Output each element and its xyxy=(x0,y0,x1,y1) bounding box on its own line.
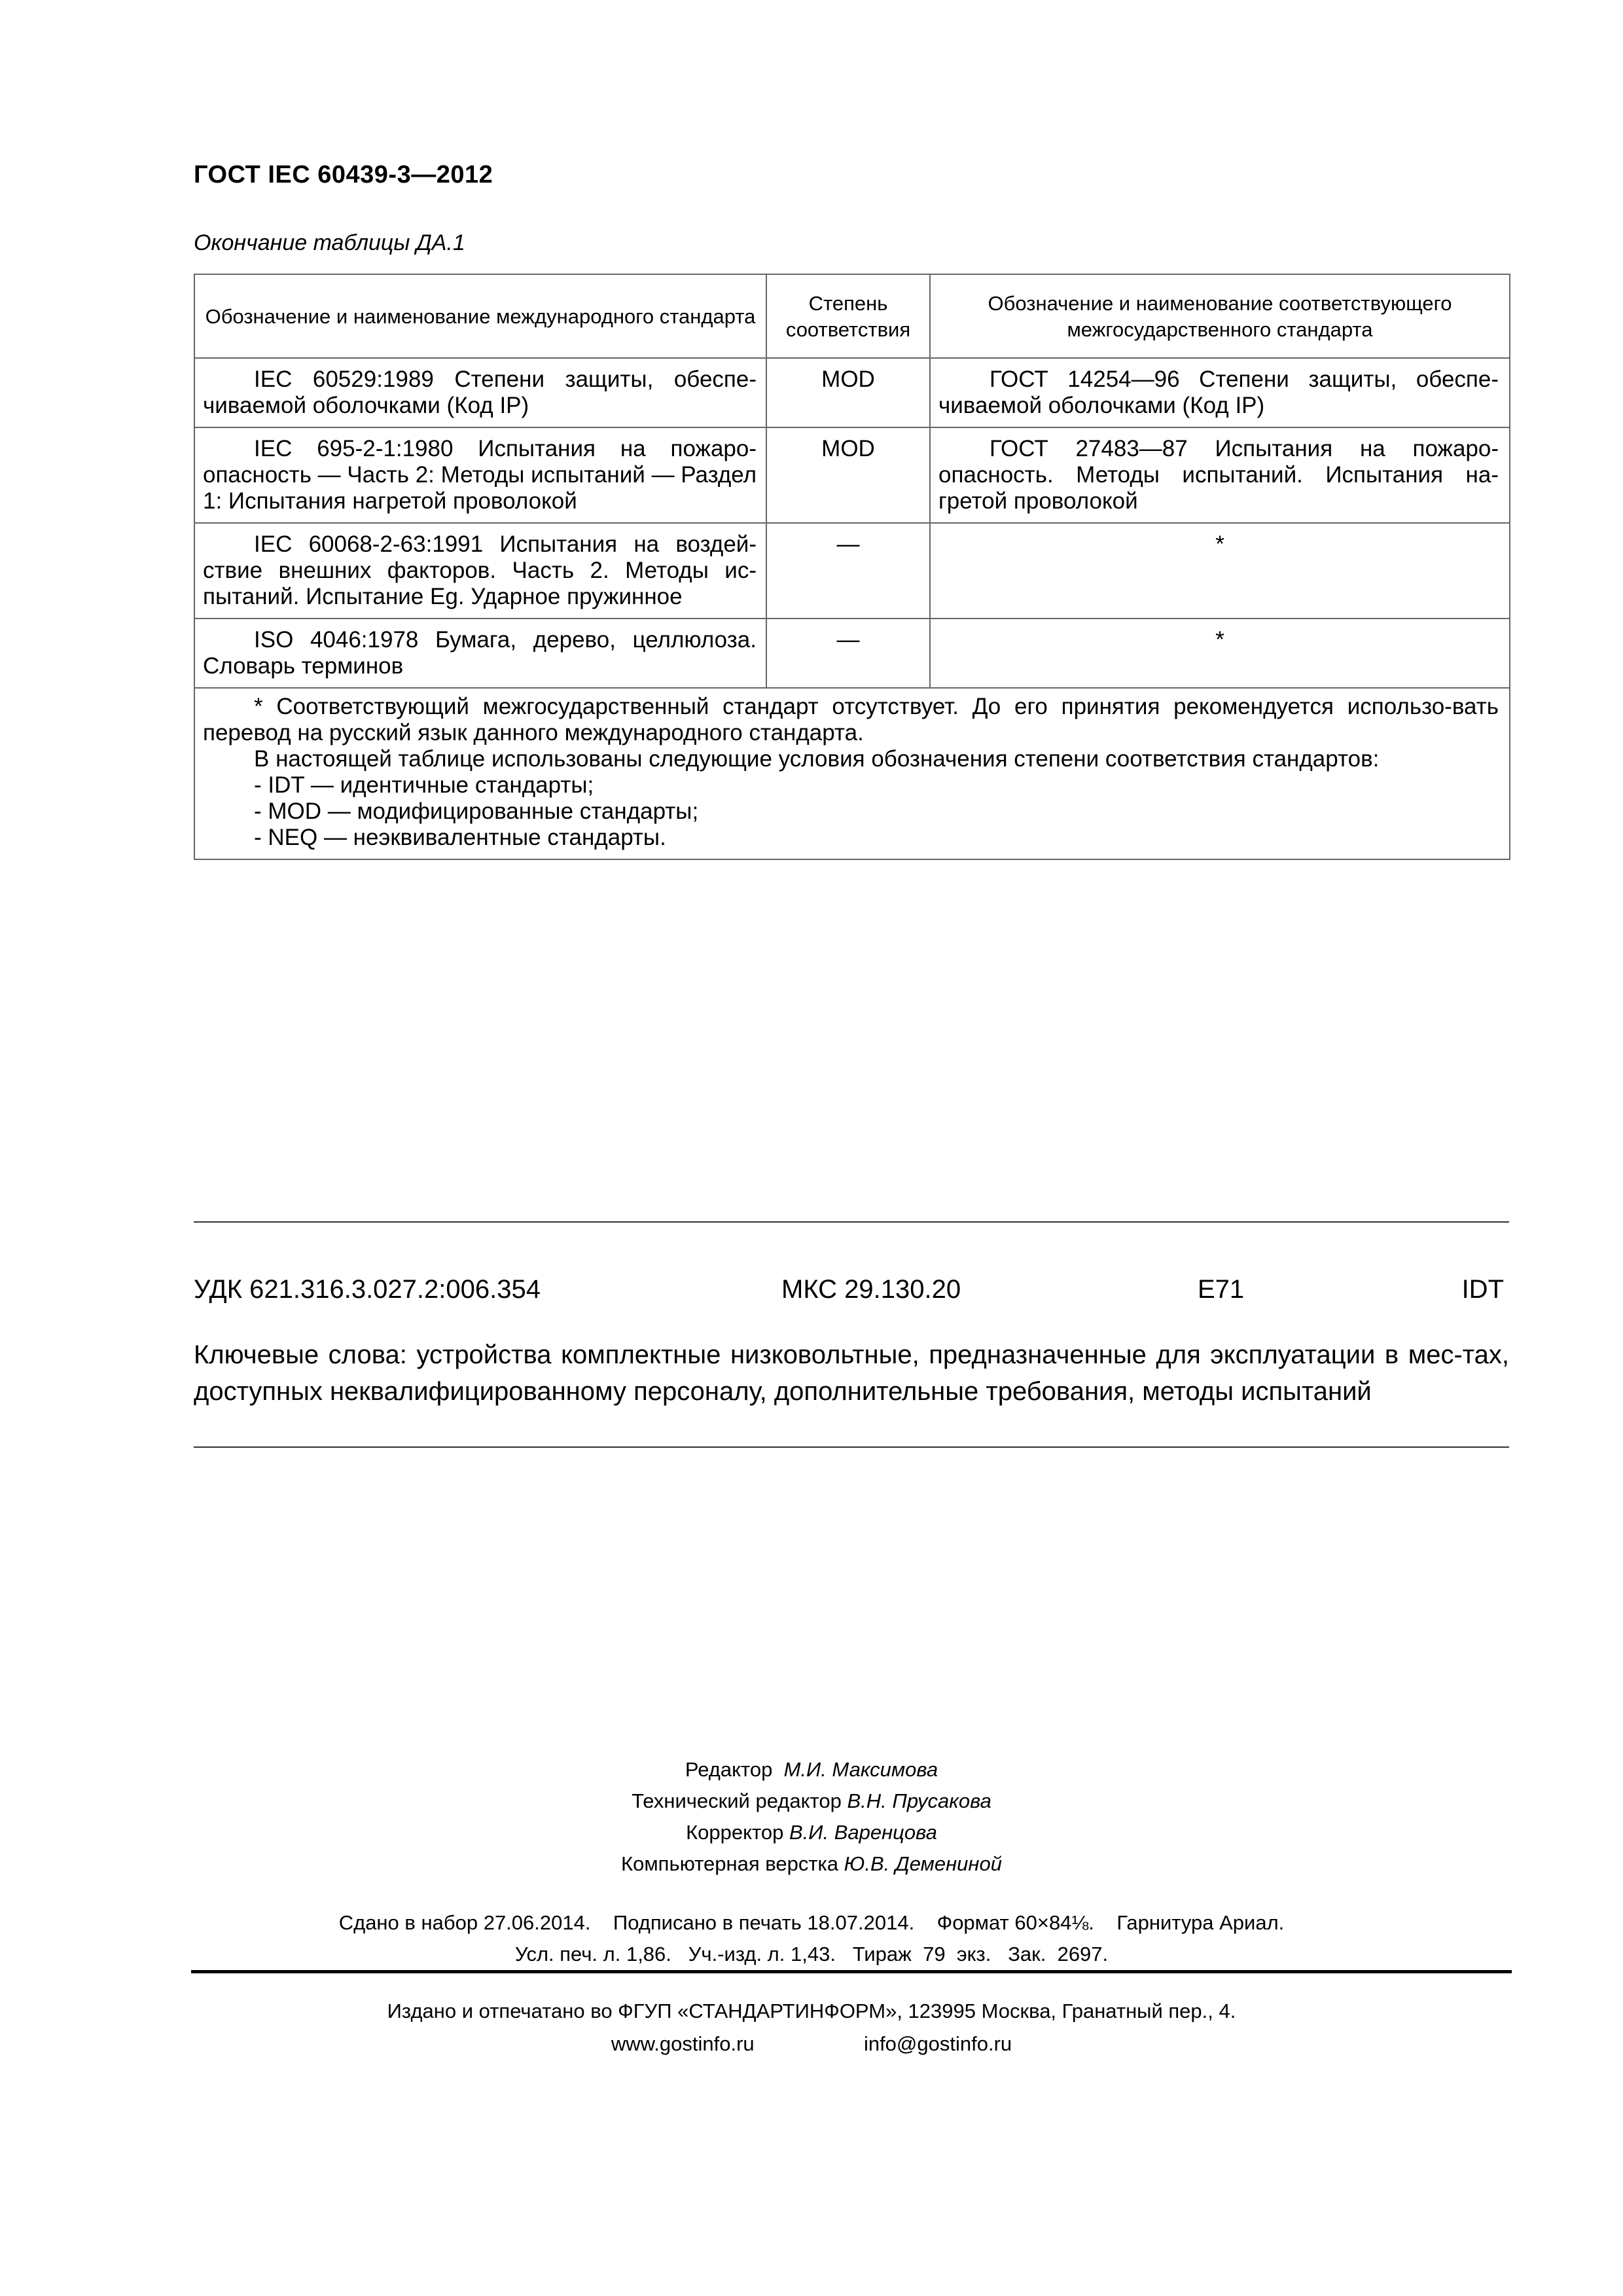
credit-role: Технический редактор xyxy=(632,1789,842,1812)
classification-code: E71 xyxy=(1198,1275,1245,1304)
interstate-standard-cell: * xyxy=(930,523,1510,619)
credit-role: Корректор xyxy=(686,1821,784,1844)
mks-code: МКС 29.130.20 xyxy=(781,1275,961,1304)
international-standard-cell: ISO 4046:1978 Бумага, дерево, целлюлоза. Словарь терминов xyxy=(194,619,766,688)
international-standard-cell: IEC 60068-2-63:1991 Испытания на воздей-ствие внешних факторов. Часть 2. Методы ис-пытаний. Испытание Eg. Ударное пружинное xyxy=(194,523,766,619)
table-row xyxy=(194,427,1510,523)
credit-role: Редактор xyxy=(685,1758,773,1781)
header-interstate-standard: Обозначение и наименование соответствующего межгосударственного стандарта xyxy=(930,274,1510,358)
degree-cell: — xyxy=(766,523,930,619)
credit-role: Компьютерная верстка xyxy=(621,1852,839,1875)
international-standard-cell: IEC 60529:1989 Степени защиты, обеспе-чиваемой оболочками (Код IP) xyxy=(194,358,766,427)
condition-item: - MOD — модифицированные стандарты; xyxy=(254,798,699,824)
print-info-line-2: Усл. печ. л. 1,86. Уч.-изд. л. 1,43. Тираж 79 экз. Зак. 2697. xyxy=(514,1943,1109,1965)
interstate-standard-cell: * xyxy=(930,619,1510,688)
header-degree-of-correspondence: Степень соответствия xyxy=(766,274,930,358)
publisher-contacts xyxy=(0,2028,1623,2060)
divider-thick xyxy=(191,1970,1512,1973)
credit-name: Ю.В. Демениной xyxy=(844,1852,1002,1875)
table-row xyxy=(194,619,1510,688)
degree-cell: — xyxy=(766,619,930,688)
classification-row xyxy=(194,1275,1509,1309)
credit-line xyxy=(0,1848,1623,1880)
interstate-standard-cell: ГОСТ 14254—96 Степени защиты, обеспе-чиваемой оболочками (Код IP) xyxy=(930,358,1510,427)
print-info xyxy=(0,1907,1623,1970)
keywords: Ключевые слова: устройства комплектные низковольтные, предназначенные для эксплуатации в мес-тах, доступных неквалифицированному персоналу, дополнительные требования, методы испытаний xyxy=(194,1340,1509,1406)
standards-table xyxy=(194,274,1510,860)
credits xyxy=(0,1754,1623,1880)
international-standard-cell: IEC 695-2-1:1980 Испытания на пожаро-опасность — Часть 2: Методы испытаний — Раздел 1: Испытания нагретой проволокой xyxy=(194,427,766,523)
credit-line xyxy=(0,1754,1623,1785)
publisher xyxy=(0,1995,1623,2060)
table-notes xyxy=(194,688,1510,859)
header-international-standard: Обозначение и наименование международного стандарта xyxy=(194,274,766,358)
table-notes-row xyxy=(194,688,1510,859)
credit-name: М.И. Максимова xyxy=(783,1758,938,1781)
footnote-text: * Соответствующий межгосударственный стандарт отсутствует. До его принятия рекомендуется использо-вать перевод на русский язык данного международного стандарта. xyxy=(203,694,1499,745)
publisher-line: Издано и отпечатано во ФГУП «СТАНДАРТИНФОРМ», 123995 Москва, Гранатный пер., 4. xyxy=(387,2000,1236,2022)
credit-line xyxy=(0,1785,1623,1817)
condition-item: - NEQ — неэквивалентные стандарты. xyxy=(254,825,666,850)
udk-code: УДК 621.316.3.027.2:006.354 xyxy=(194,1275,541,1304)
condition-item: - IDT — идентичные стандарты; xyxy=(254,772,594,798)
credit-line xyxy=(0,1817,1623,1848)
table-row xyxy=(194,358,1510,427)
website-link[interactable]: www.gostinfo.ru xyxy=(611,2032,755,2055)
divider-bottom xyxy=(194,1446,1509,1448)
credit-name: В.Н. Прусакова xyxy=(847,1789,991,1812)
table-caption: Окончание таблицы ДА.1 xyxy=(194,230,465,255)
divider-top xyxy=(194,1221,1509,1223)
credit-name: В.И. Варенцова xyxy=(789,1821,937,1844)
table-header-row xyxy=(194,274,1510,358)
interstate-standard-cell: ГОСТ 27483—87 Испытания на пожаро-опасность. Методы испытаний. Испытания на-гретой проволокой xyxy=(930,427,1510,523)
page-header: ГОСТ IEC 60439-3—2012 xyxy=(194,161,493,188)
table-row xyxy=(194,523,1510,619)
email-link[interactable]: info@gostinfo.ru xyxy=(863,2032,1012,2055)
print-info-line-1: Сдано в набор 27.06.2014. Подписано в печать 18.07.2014. Формат 60×84⅛. Гарнитура Ариал. xyxy=(338,1911,1285,1934)
correspondence-degree: IDT xyxy=(1461,1275,1504,1304)
conditions-text: В настоящей таблице использованы следующие условия обозначения степени соответствия стандартов: xyxy=(254,746,1380,772)
degree-cell: MOD xyxy=(766,427,930,523)
degree-cell: MOD xyxy=(766,358,930,427)
